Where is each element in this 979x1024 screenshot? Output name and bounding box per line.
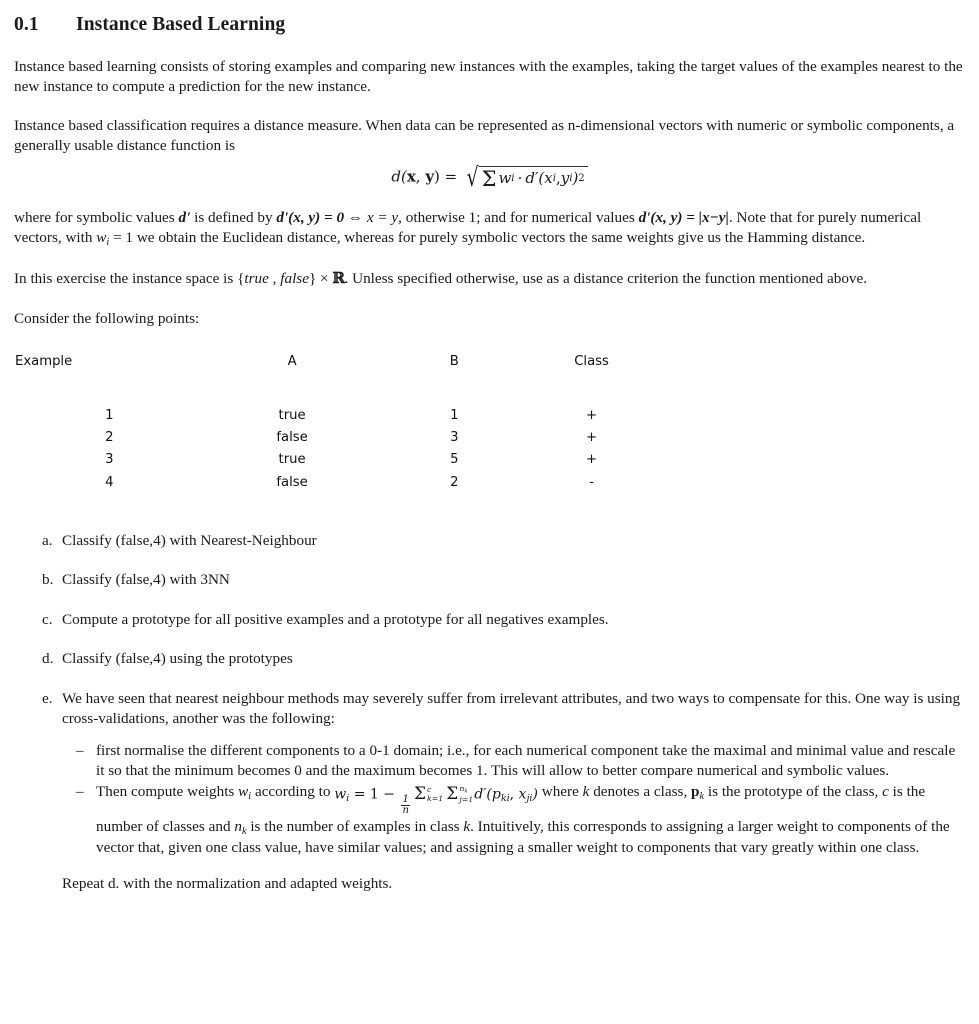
b2-part-b: according to xyxy=(251,783,335,801)
p3-def3: d'(x, y) = |x−y| xyxy=(638,208,729,226)
p3-wi-sub: i xyxy=(106,236,110,248)
cell-a: false xyxy=(276,474,308,490)
formula-vector-y: y xyxy=(425,167,435,186)
p3-dprime: d' xyxy=(178,208,191,226)
wf-sum1-upper: c xyxy=(426,784,432,794)
formula-radical xyxy=(462,162,588,193)
wf-x-sub: ji xyxy=(526,792,533,804)
p3-wi: w xyxy=(96,228,107,246)
points-table xyxy=(14,353,654,494)
section-title: Instance Based Learning xyxy=(76,14,286,35)
list-item xyxy=(14,649,965,669)
wf-sum-k xyxy=(413,783,444,804)
weight-formula xyxy=(334,785,538,817)
table-header-row xyxy=(14,353,654,404)
formula-cdot: · xyxy=(517,169,523,188)
formula-xi: x xyxy=(544,169,553,188)
wf-sum2-glyph: Σ xyxy=(446,783,459,804)
column-header-class: Class xyxy=(574,353,609,369)
paragraph-consider-points: Consider the following points: xyxy=(14,309,200,327)
b2-wi-sub: i xyxy=(248,791,252,803)
cell-example: 3 xyxy=(105,452,114,468)
formula-xi-sub: i xyxy=(552,173,556,185)
formula-close: ) xyxy=(572,169,579,188)
sub-list-item xyxy=(62,782,965,858)
page-title xyxy=(14,12,965,38)
p4-comma: , xyxy=(268,270,281,288)
radical-sign-icon: √ xyxy=(466,162,479,193)
list-marker: a. xyxy=(42,531,53,549)
cell-a: true xyxy=(278,407,306,423)
column-header-b: B xyxy=(449,353,459,369)
b2-part-c: where xyxy=(537,783,583,801)
p3-part-a: where for symbolic values xyxy=(14,208,179,226)
b2-part-d: denotes a class, xyxy=(589,783,692,801)
p4-part-a: In this exercise the instance space is { xyxy=(14,270,245,288)
column-header-example: Example xyxy=(15,353,73,369)
formula-yi: y xyxy=(560,169,570,188)
column-header-a: A xyxy=(287,353,297,369)
wf-fraction xyxy=(401,795,410,817)
sub-list-item xyxy=(62,741,965,781)
b2-part-a: Then compute weights xyxy=(96,783,239,801)
list-item-text: Classify (false,4) using the prototypes xyxy=(62,650,293,668)
b2-nk: n xyxy=(234,817,242,835)
formula-lhs: d( xyxy=(391,167,407,186)
p3-def1: d'(x, y) = 0 xyxy=(276,208,345,226)
wf-sum1-glyph: Σ xyxy=(413,783,426,804)
p3-iff-symbol: ⇔ xyxy=(347,208,364,226)
b2-part-f: is the number of classes and xyxy=(96,783,926,835)
b2-k2: k xyxy=(463,817,471,835)
wf-sum2-lower: j=1 xyxy=(459,794,474,804)
p3-def2: x = y xyxy=(366,208,399,226)
formula-vector-x: x xyxy=(406,167,416,186)
table-row xyxy=(14,404,654,426)
wf-sum2-upper xyxy=(459,785,473,795)
cell-b: 3 xyxy=(450,429,459,445)
wf-eq: = 1 − xyxy=(349,786,400,803)
wf-p-sub: ki xyxy=(500,792,510,804)
paragraph-intro: Instance based learning consists of storing examples and comparing new instances with the examples, taking the target values of the examples nearest to the new instance to compute a prediction for the new instance. xyxy=(14,57,963,95)
list-marker: d. xyxy=(42,650,54,668)
cell-class: + xyxy=(586,407,598,423)
table-row xyxy=(14,426,654,448)
wf-sum2-upper-sub: k xyxy=(464,788,468,795)
p3-part-e: = 1 we obtain the Euclidean distance, whereas for purely symbolic vectors the same weights give us the Hamming distance. xyxy=(109,228,866,246)
dash-bullet-icon: – xyxy=(76,783,84,801)
cell-example: 4 xyxy=(105,474,114,490)
formula-yi-sub: i xyxy=(569,173,573,185)
p4-real-numbers-symbol: ℝ xyxy=(332,269,345,288)
wf-dprime: d′( xyxy=(474,786,492,803)
p3-part-c: , otherwise 1; and for numerical values xyxy=(398,208,639,226)
cell-class: - xyxy=(589,474,594,490)
wf-w-sub: i xyxy=(346,792,350,804)
formula-weight-sub: i xyxy=(511,173,515,185)
paragraph-distance-measure: Instance based classification requires a distance measure. When data can be represented as n-dimensional vectors with numeric or symbolic components, a generally usable distance function is xyxy=(14,116,955,154)
b2-nk-sub: k xyxy=(241,825,247,837)
questions-list xyxy=(14,531,965,895)
wf-w: w xyxy=(334,786,347,803)
b2-k: k xyxy=(582,783,590,801)
formula-equals: ) = xyxy=(434,167,463,186)
wf-sep: , xyxy=(509,786,519,803)
p4-false: false xyxy=(280,270,309,288)
list-item xyxy=(14,531,965,551)
sub-bullet-list xyxy=(62,741,965,858)
list-marker: e. xyxy=(42,689,53,707)
section-number: 0.1 xyxy=(14,14,39,35)
formula-sep: , xyxy=(555,169,561,188)
formula-power: 2 xyxy=(578,173,585,185)
formula-sigma: Σ xyxy=(481,166,497,191)
cell-example: 2 xyxy=(105,429,114,445)
cell-b: 5 xyxy=(450,452,459,468)
cell-a: true xyxy=(278,452,306,468)
wf-frac-denominator: n xyxy=(402,805,409,817)
p4-part-c: . Unless specified otherwise, use as a distance criterion the function mentioned above. xyxy=(344,270,868,288)
wf-x: x xyxy=(518,786,527,803)
b2-part-e: is the prototype of the class, xyxy=(704,783,883,801)
b2-part-h: . Intuitively, this corresponds to assigning a larger weight to components of the vector that, given one class value, have similar values; and assigning a smaller weight to components that vary greatly within one class. xyxy=(96,817,950,857)
b2-part-g: is the number of examples in class xyxy=(246,817,464,835)
b2-wi: w xyxy=(238,783,249,801)
cell-b: 2 xyxy=(450,474,459,490)
formula-comma: , xyxy=(415,167,426,186)
b2-pk: p xyxy=(691,783,700,801)
wf-close: ) xyxy=(532,786,538,803)
paragraph-instance-space xyxy=(14,268,965,289)
p4-part-b: } × xyxy=(308,270,333,288)
p3-part-d: . Note that for purely numerical vectors, with xyxy=(14,208,922,246)
list-marker: c. xyxy=(42,610,53,628)
closing-instruction: Repeat d. with the normalization and adapted weights. xyxy=(62,875,393,893)
cell-b: 1 xyxy=(450,407,459,423)
cell-class: + xyxy=(586,429,598,445)
list-item xyxy=(14,570,965,590)
wf-sum2-upper-base: n xyxy=(459,783,465,793)
list-item-text: We have seen that nearest neighbour methods may severely suffer from irrelevant attributes, and two ways to compensate for this. One way is using cross-validations, another was the following: xyxy=(62,689,961,727)
list-item xyxy=(14,689,965,894)
formula-weight: w xyxy=(498,169,512,188)
list-item xyxy=(14,610,965,630)
formula-dprime: d′( xyxy=(525,169,545,188)
dash-bullet-icon: – xyxy=(76,742,84,760)
wf-p: p xyxy=(491,786,501,803)
table-row xyxy=(14,471,654,493)
p4-true: true xyxy=(244,270,269,288)
wf-sum1-lower: k=1 xyxy=(426,794,444,803)
sub-list-item-text xyxy=(96,783,950,856)
cell-class: + xyxy=(586,452,598,468)
wf-sum-j xyxy=(446,785,473,805)
wf-frac-numerator: 1 xyxy=(402,794,409,806)
p3-part-b: is defined by xyxy=(190,208,277,226)
list-item-text: Compute a prototype for all positive examples and a prototype for all negatives examples. xyxy=(62,610,609,628)
list-item-text: Classify (false,4) with 3NN xyxy=(62,571,230,589)
list-marker: b. xyxy=(42,571,54,589)
paragraph-dprime-definition xyxy=(14,208,965,250)
table-row xyxy=(14,449,654,471)
b2-pk-sub: k xyxy=(699,791,705,803)
distance-formula xyxy=(14,162,965,193)
b2-c-var: c xyxy=(882,783,889,801)
cell-example: 1 xyxy=(105,407,114,423)
cell-a: false xyxy=(276,429,308,445)
sub-list-item-text: first normalise the different components to a 0-1 domain; i.e., for each numerical component take the maximal and minimal value and rescale it so that the minimum becomes 0 and the maximum becomes 1. This will allow to better compare numerical and symbolic values. xyxy=(96,742,956,780)
list-item-text: Classify (false,4) with Nearest-Neighbour xyxy=(62,531,317,549)
